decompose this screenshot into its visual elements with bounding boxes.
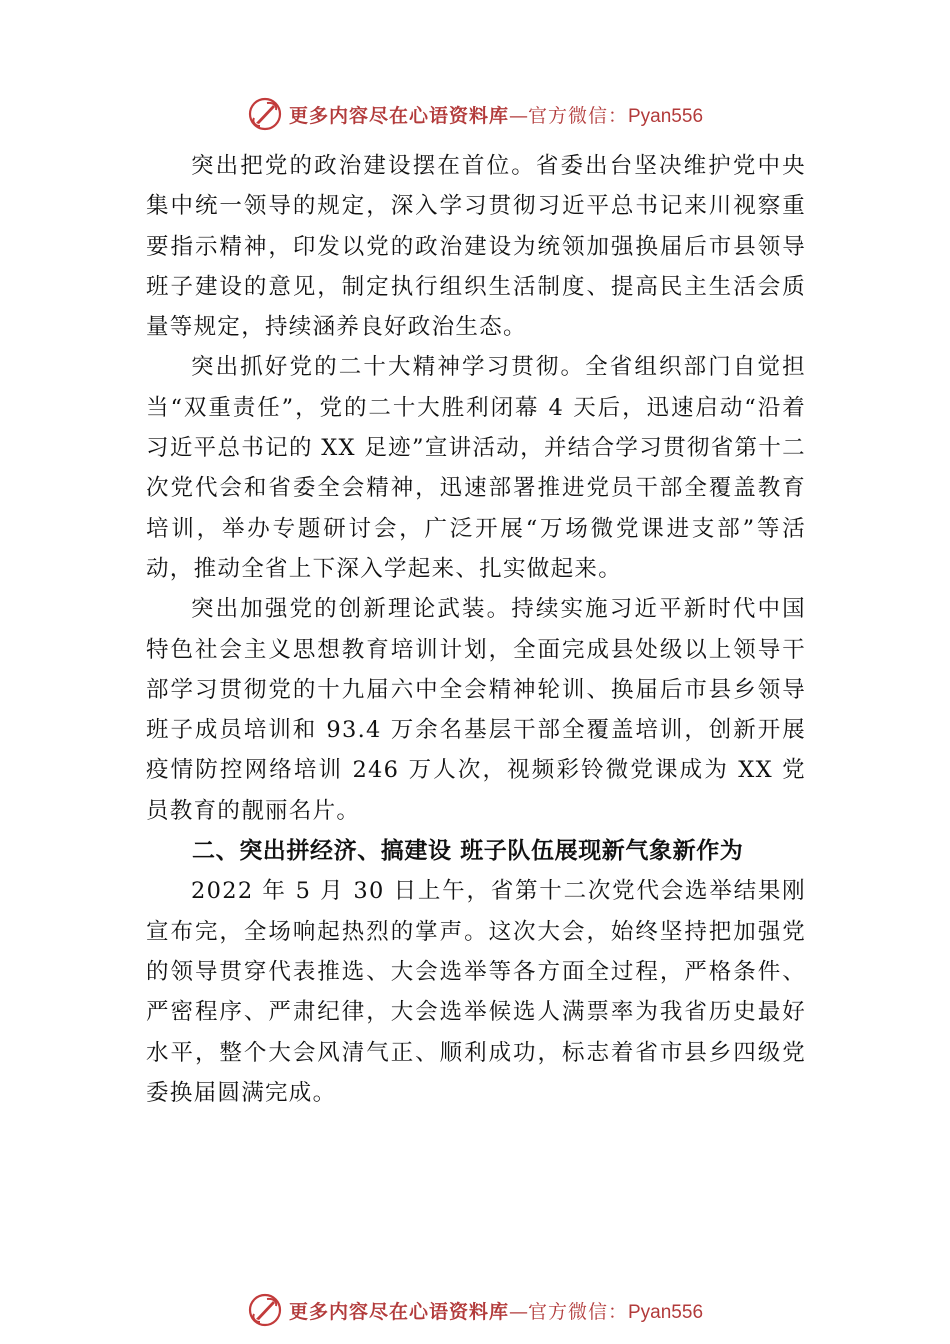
- banner-wechat-label: 官方微信：: [527, 1300, 628, 1323]
- banner-dash: —: [508, 104, 528, 127]
- banner-wechat-label: 官方微信：: [527, 104, 628, 127]
- footer-banner: [0, 1290, 950, 1330]
- banner-brand: 更多内容尽在心语资料库: [288, 1300, 509, 1323]
- banner-dash: —: [508, 1300, 528, 1323]
- quill-pen-logo-icon: [247, 1292, 283, 1328]
- quill-pen-logo-icon: [247, 96, 283, 132]
- banner-brand: 更多内容尽在心语资料库: [288, 104, 509, 127]
- banner-wechat-id: Pyan556: [628, 1301, 704, 1323]
- banner-text: [289, 1297, 703, 1324]
- paragraph-1: 突出把党的政治建设摆在首位。省委出台坚决维护党中央集中统一领导的规定，深入学习贯彻习近平总书记来川视察重要指示精神，印发以党的政治建设为统领加强换届后市县领导班子建设的意见，制定执行组织生活制度、提高民主生活会质量等规定，持续涵养良好政治生态。: [146, 153, 806, 341]
- document-body: [146, 146, 806, 1113]
- banner-wechat-id: Pyan556: [628, 105, 704, 127]
- paragraph-4: 2022 年 5 月 30 日上午，省第十二次党代会选举结果刚宣布完，全场响起热烈的掌声。这次大会，始终坚持把加强党的领导贯穿代表推选、大会选举等各方面全过程，严格条件、严密程序、严肃纪律，大会选举候选人满票率为我省历史最好水平，整个大会风清气正、顺利成功，标志着省市县乡四级党委换届圆满完成。: [146, 878, 806, 1106]
- paragraph-2: 突出抓好党的二十大精神学习贯彻。全省组织部门自觉担当“双重责任”，党的二十大胜利闭幕 4 天后，迅速启动“沿着习近平总书记的 XX 足迹”宣讲活动，并结合学习贯彻省第十二次党代会和省委全会精神，迅速部署推进党员干部全覆盖教育培训，举办专题研讨会，广泛开展“万场微党课进支部”等活动，推动全省上下深入学起来、扎实做起来。: [146, 354, 806, 582]
- banner-text: [289, 101, 703, 128]
- section-heading: 二、突出拼经济、搞建设 班子队伍展现新气象新作为: [192, 838, 744, 865]
- paragraph-3: 突出加强党的创新理论武装。持续实施习近平新时代中国特色社会主义思想教育培训计划，全面完成县处级以上领导干部学习贯彻党的十九届六中全会精神轮训、换届后市县乡领导班子成员培训和 93.4 万余名基层干部全覆盖培训，创新开展疫情防控网络培训 246 万人次，视频彩铃微党课成为 XX 党员教育的靓丽名片。: [146, 596, 806, 824]
- header-banner: [0, 94, 950, 134]
